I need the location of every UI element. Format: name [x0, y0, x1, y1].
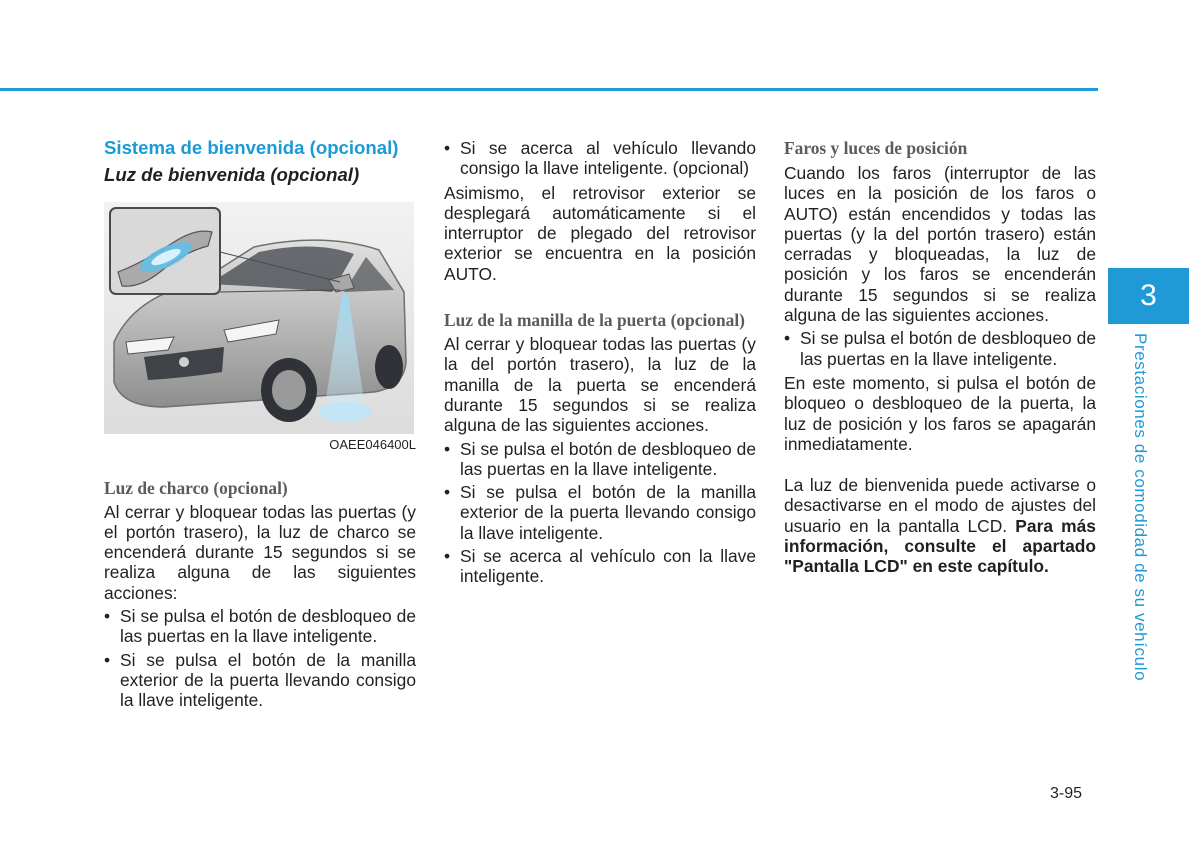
headlamp-intro: Cuando los faros (interruptor de las luces en la posición de los faros o AUTO) están encendidos y todas las puertas (y la del portón trasero) están cerradas y bloqueadas, la luz de posición y los faros se encenderán durante 15 segundos si se realiza alguna de las siguientes acciones.: [784, 163, 1096, 326]
header-rule: [0, 88, 1098, 91]
door-handle-text: Al cerrar y bloquear todas las puertas (y la del portón trasero), la luz de la manilla de la puerta se encenderá durante 15 segundos si se realiza alguna de las siguientes acciones.: [444, 334, 756, 436]
column-2: [444, 138, 756, 587]
puddle-light-list: [104, 606, 416, 710]
page-number: 3-95: [1050, 785, 1083, 802]
list-item: • Si se pulsa el botón de desbloqueo de las puertas en la llave inteligente.: [784, 328, 1096, 369]
subsection-heading: Luz de bienvenida (opcional): [104, 164, 360, 185]
lcd-note-bold: Para más información, consulte el apartado "Pantalla LCD" en este capítulo.: [784, 515, 1096, 577]
chapter-title: Prestaciones de comodidad de su vehículo: [1131, 333, 1150, 682]
list-item: • Si se pulsa el botón de la manilla exterior de la puerta llevando consigo la llave inteligente.: [444, 482, 756, 543]
list-item: • Si se pulsa el botón de la manilla exterior de la puerta llevando consigo la llave inteligente.: [104, 650, 416, 711]
chapter-tab: [1108, 268, 1189, 324]
list-item: • Si se pulsa el botón de desbloqueo de las puertas en la llave inteligente.: [444, 439, 756, 480]
headlamp-after-text: En este momento, si pulsa el botón de bloqueo o desbloqueo de la puerta, la luz de posición y los faros se apagarán inmediatamente.: [784, 372, 1096, 454]
door-handle-list: [444, 439, 756, 587]
lcd-note: [784, 475, 1096, 576]
chapter-number: 3: [1140, 279, 1157, 312]
puddle-light-text: Al cerrar y bloquear todas las puertas (y el portón trasero), la luz de charco se encenderá durante 15 segundos si se realiza alguna de las siguientes acciones:: [104, 501, 416, 603]
list-item: • Si se pulsa el botón de desbloqueo de las puertas en la llave inteligente.: [104, 606, 416, 647]
headlamp-list: [784, 328, 1096, 369]
column-1: [104, 138, 416, 711]
door-handle-heading: Luz de la manilla de la puerta (opcional): [444, 310, 745, 331]
list-item: • Si se acerca al vehículo llevando consigo la llave inteligente. (opcional): [444, 138, 756, 179]
list-item: • Si se acerca al vehículo con la llave inteligente.: [444, 546, 756, 587]
car-illustration-graphic: [104, 202, 414, 434]
lcd-note-text: La luz de bienvenida puede activarse o desactivarse en el modo de ajustes del usuario en la pantalla LCD.: [784, 475, 1096, 536]
puddle-light-heading: Luz de charco (opcional): [104, 477, 288, 498]
figure-caption: OAEE046400L: [329, 437, 416, 453]
headlamp-heading: Faros y luces de posición: [784, 138, 968, 158]
car-illustration: [104, 202, 414, 434]
approach-list: [444, 138, 756, 179]
mirror-text: Asimismo, el retrovisor exterior se desplegará automáticamente si el interruptor de plegado del retrovisor exterior se encuentra en la posición AUTO.: [444, 182, 756, 284]
column-3: [784, 138, 1096, 577]
section-heading: Sistema de bienvenida (opcional): [104, 137, 399, 158]
